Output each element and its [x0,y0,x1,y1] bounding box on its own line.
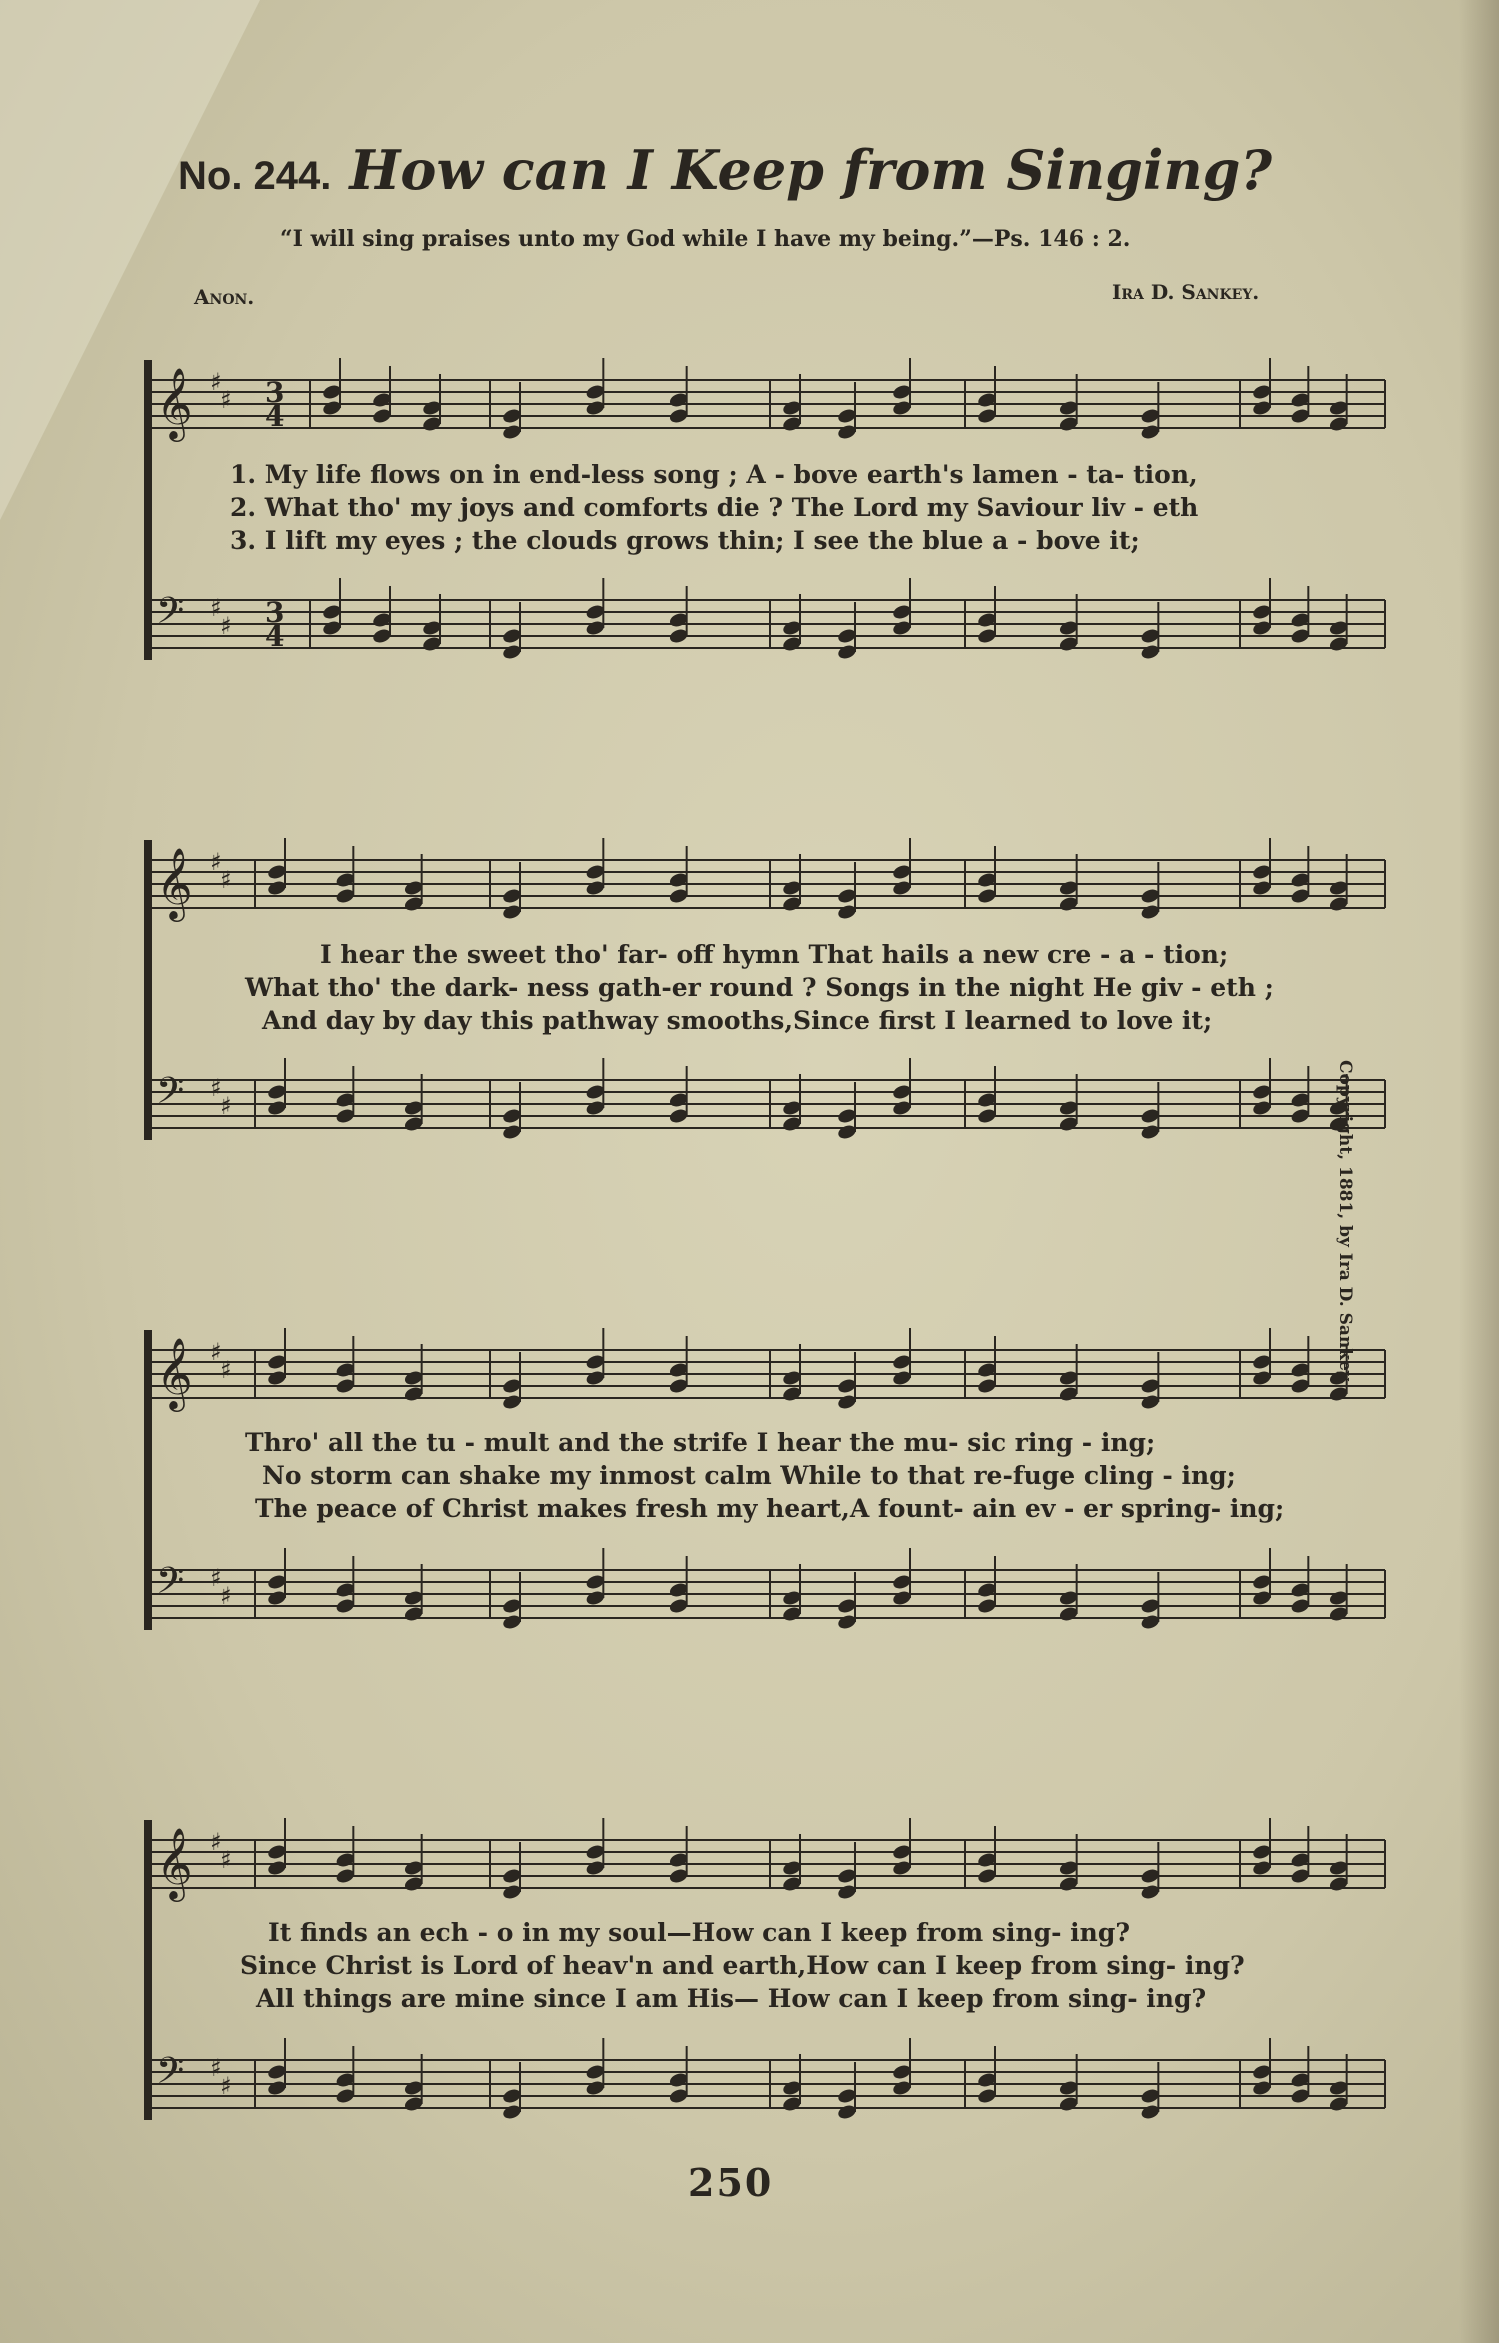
key-sharp-icon: ♯ [220,386,232,414]
bass-clef-icon: 𝄢 [156,1070,185,1121]
bass-clef-icon: 𝄢 [156,2050,185,2101]
key-sharp-icon: ♯ [210,368,222,396]
staff-notation [0,1790,1499,2170]
lyric-line-2: No storm can shake my inmost calm While to that re-fuge cling - ing; [262,1461,1236,1490]
lyric-line-3: 3. I lift my eyes ; the clouds grows thin; I see the blue a - bove it; [230,526,1140,555]
music-system-2 [0,810,1499,1190]
key-sharp-icon: ♯ [210,1564,222,1592]
bass-staff [150,2038,1385,2121]
treble-clef-icon: 𝄞 [156,1336,193,1409]
lyric-line-1: Thro' all the tu - mult and the strife I hear the mu- sic ring - ing; [245,1428,1156,1457]
time-signature: 4 [265,400,285,433]
key-sharp-icon: ♯ [210,848,222,876]
time-signature: 3 [265,376,285,409]
bass-staff [150,578,1385,661]
hymn-title: How can I Keep from Singing? [349,138,1273,202]
treble-clef-icon: 𝄞 [156,1826,193,1899]
key-sharp-icon: ♯ [220,1846,232,1874]
bass-staff [150,1548,1385,1631]
key-sharp-icon: ♯ [210,1338,222,1366]
key-sharp-icon: ♯ [220,1092,232,1120]
key-sharp-icon: ♯ [210,1074,222,1102]
treble-clef-icon: 𝄞 [156,366,193,439]
composer-credit: Ira D. Sankey. [1112,280,1260,304]
treble-clef-icon: 𝄞 [156,846,193,919]
music-system-4 [0,1790,1499,2170]
lyric-line-2: 2. What tho' my joys and comforts die ? The Lord my Saviour liv - eth [230,493,1199,522]
music-system-3 [0,1300,1499,1680]
lyric-line-3: All things are mine since I am His— How can I keep from sing- ing? [256,1984,1207,2013]
key-sharp-icon: ♯ [220,2072,232,2100]
key-sharp-icon: ♯ [210,1828,222,1856]
lyric-line-3: The peace of Christ makes fresh my heart,A fount- ain ev - er spring- ing; [255,1494,1285,1523]
time-signature: 3 [265,596,285,629]
lyric-line-3: And day by day this pathway smooths,Since first I learned to love it; [262,1006,1213,1035]
key-sharp-icon: ♯ [210,2054,222,2082]
treble-staff [150,1818,1385,1902]
key-sharp-icon: ♯ [210,594,222,622]
page-number: 250 [688,2160,774,2205]
hymn-title-line [178,138,1272,202]
bass-clef-icon: 𝄢 [156,590,185,641]
staff-notation [0,1300,1499,1680]
bass-clef-icon: 𝄢 [156,1560,185,1611]
copyright-notice: Copyright, 1881, by Ira D. Sankey. [1335,1060,1355,1385]
time-signature: 4 [265,620,285,653]
hymn-number: No. 244. [178,154,332,198]
treble-staff [150,358,1385,442]
music-system-1 [0,330,1499,710]
lyric-line-2: Since Christ is Lord of heav'n and earth,How can I keep from sing- ing? [240,1951,1245,1980]
lyric-line-2: What tho' the dark- ness gath-er round ? Songs in the night He giv - eth ; [245,973,1274,1002]
lyric-line-1: 1. My life flows on in end-less song ; A - bove earth's lamen - ta- tion, [230,460,1198,489]
author-credit: Anon. [194,285,255,309]
key-sharp-icon: ♯ [220,1582,232,1610]
key-sharp-icon: ♯ [220,1356,232,1384]
lyric-line-1: It finds an ech - o in my soul—How can I keep from sing- ing? [268,1918,1130,1947]
treble-staff [150,1328,1385,1412]
bass-staff [150,1058,1385,1141]
key-sharp-icon: ♯ [220,866,232,894]
scripture-epigraph: “I will sing praises unto my God while I have my being.”—Ps. 146 : 2. [280,226,1131,252]
treble-staff [150,838,1385,922]
lyric-line-1: I hear the sweet tho' far- off hymn That hails a new cre - a - tion; [320,940,1229,969]
key-sharp-icon: ♯ [220,612,232,640]
